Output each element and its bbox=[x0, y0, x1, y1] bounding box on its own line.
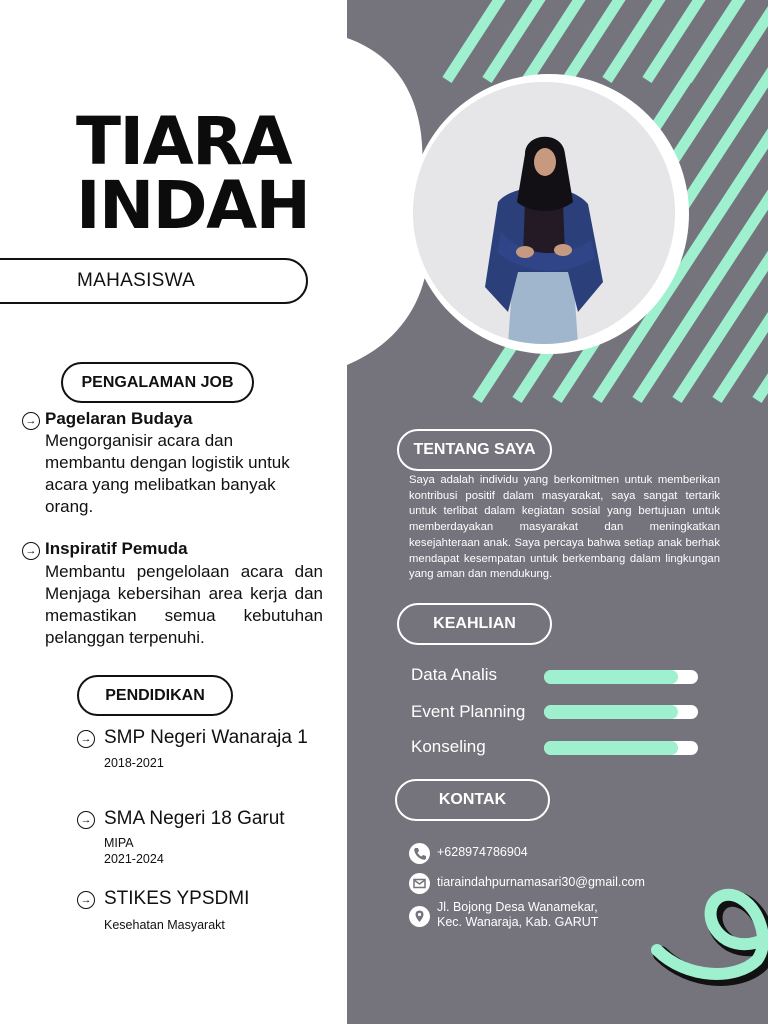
location-pin-icon bbox=[409, 906, 430, 927]
skill-name: Konseling bbox=[411, 737, 486, 756]
skill-bar bbox=[544, 741, 698, 755]
job-title: Inspiratif Pemuda bbox=[45, 539, 188, 558]
about-heading: TENTANG SAYA bbox=[397, 429, 552, 471]
person-name bbox=[76, 103, 310, 244]
contact-email: tiaraindahpurnamasari30@gmail.com bbox=[437, 875, 645, 889]
skill-bar-fill bbox=[544, 741, 678, 755]
decorative-swirl bbox=[647, 870, 768, 1024]
school-detail: Kesehatan Masyarakt bbox=[104, 918, 225, 932]
job-description: Membantu pengelolaan acara dan Menjaga kebersihan area kerja dan memastikan semua kebutuhan pelanggan terpenuhi. bbox=[45, 562, 323, 647]
school-detail: 2021-2024 bbox=[104, 852, 164, 866]
first-name: TIARA bbox=[76, 103, 292, 180]
school-name: STIKES YPSDMI bbox=[104, 888, 250, 909]
last-name: INDAH bbox=[76, 167, 310, 244]
skill-name: Event Planning bbox=[411, 702, 526, 721]
skill-bar-fill bbox=[544, 705, 678, 719]
skill-bar bbox=[544, 670, 698, 684]
skills-heading: KEAHLIAN bbox=[397, 603, 552, 645]
job-title: Pagelaran Budaya bbox=[45, 409, 193, 428]
arrow-right-circle-icon: → bbox=[77, 811, 95, 829]
arrow-right-circle-icon: → bbox=[77, 891, 95, 909]
phone-icon bbox=[409, 843, 430, 864]
skill-bar bbox=[544, 705, 698, 719]
school-detail: MIPA bbox=[104, 836, 134, 850]
school-name: SMP Negeri Wanaraja 1 bbox=[104, 727, 308, 748]
contact-address-line1: Jl. Bojong Desa Wanamekar, bbox=[437, 900, 598, 914]
skill-bar-fill bbox=[544, 670, 678, 684]
contact-heading: KONTAK bbox=[395, 779, 550, 821]
skill-name: Data Analis bbox=[411, 665, 497, 684]
contact-address-line2: Kec. Wanaraja, Kab. GARUT bbox=[437, 915, 599, 929]
contact-phone: +628974786904 bbox=[437, 845, 528, 859]
job-description: Mengorganisir acara dan membantu dengan logistik untuk acara yang melibatkan banyak orang. bbox=[45, 431, 290, 516]
school-name: SMA Negeri 18 Garut bbox=[104, 808, 285, 829]
about-text: Saya adalah individu yang berkomitmen untuk memberikan kontribusi positif dalam masyarakat, saya sangat tertarik untuk terlibat dalam kegiatan sosial yang bertujuan untuk memberdayakan masyarakat dan meningkatkan kesejahteraan anak. Saya percaya bahwa setiap anak berhak mendapat kesempatan untuk berkembang dalam lingkungan yang aman dan mendukung. bbox=[409, 474, 720, 581]
arrow-right-circle-icon: → bbox=[22, 412, 40, 430]
arrow-right-circle-icon: → bbox=[77, 730, 95, 748]
education-heading: PENDIDIKAN bbox=[77, 675, 233, 716]
school-detail: 2018-2021 bbox=[104, 756, 164, 770]
role-text: MAHASISWA bbox=[77, 270, 196, 291]
mail-icon bbox=[409, 873, 430, 894]
profile-photo bbox=[413, 82, 675, 344]
experience-heading: PENGALAMAN JOB bbox=[61, 362, 254, 403]
arrow-right-circle-icon: → bbox=[22, 542, 40, 560]
